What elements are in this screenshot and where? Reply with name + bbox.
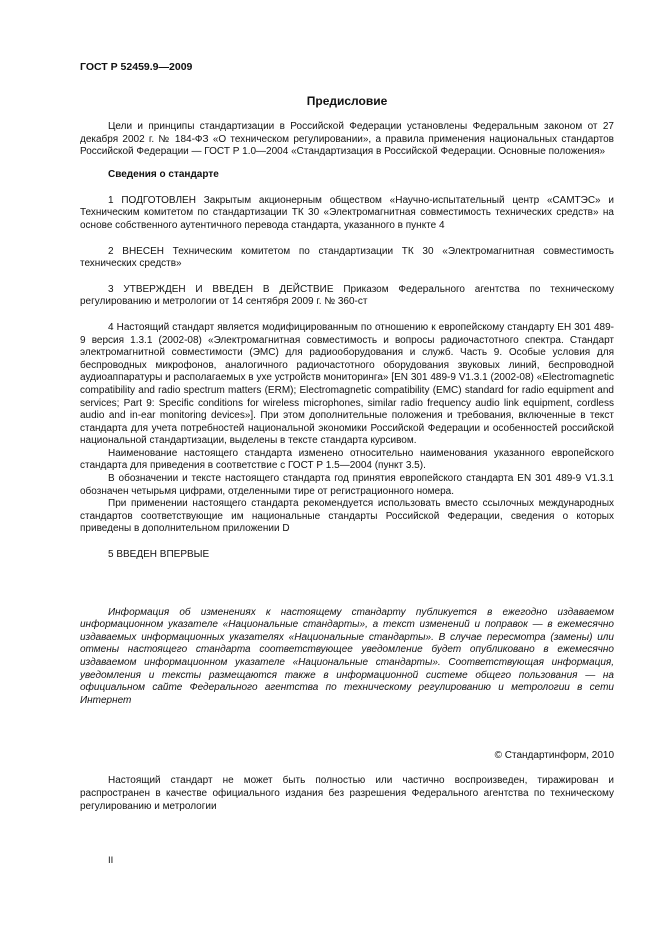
item-3-paragraph: 3 УТВЕРЖДЕН И ВВЕДЕН В ДЕЙСТВИЕ Приказом Федерального агентства по техническому регулированию и метрологии от 14 сентября 2009 г. № 360-ст (80, 283, 614, 308)
item-1-paragraph: 1 ПОДГОТОВЛЕН Закрытым акционерным обществом «Научно-испытательный центр «САМТЭС» и Техническим комитетом по стандартизации ТК 30 «Электромагнитная совместимость технических средств» на основе собственного аутентичного перевода стандарта, указанного в пункте 4 (80, 194, 614, 231)
section-title: Сведения о стандарте (108, 168, 219, 180)
item-5-paragraph: 5 ВВЕДЕН ВПЕРВЫЕ (108, 549, 210, 561)
item-4-references-paragraph: При применении настоящего стандарта рекомендуется использовать вместо ссылочных международных стандартов соответствующие им национальные стандарты Российской Федерации, сведения о которых приведены в дополнительном приложении D (80, 498, 614, 535)
item-4-name-change-paragraph: Наименование настоящего стандарта изменено относительно наименования указанного европейского стандарта для приведения в соответствие с ГОСТ Р 1.5—2004 (пункт 3.5). (80, 447, 614, 472)
copyright-line: © Стандартинформ, 2010 (494, 750, 614, 762)
document-page (80, 60, 614, 813)
item-4-designation-paragraph: В обозначении и тексте настоящего стандарта год принятия европейского стандарта EN 301 489-9 V1.3.1 обозначен четырьмя цифрами, отделенными тире от регистрационного номера. (80, 473, 614, 497)
intro-paragraph: Цели и принципы стандартизации в Российской Федерации установлены Федеральным законом от 27 декабря 2002 г. № 184-ФЗ «О техническом регулировании», а правила применения национальных стандартов Российской Федерации — ГОСТ Р 1.0—2004 «Стандартизация в Российской Федерации. Основные положения» (80, 121, 614, 158)
document-number: ГОСТ Р 52459.9—2009 (80, 61, 193, 73)
item-4-paragraph: 4 Настоящий стандарт является модифицированным по отношению к европейскому стандарту EH 301 489-9 версия 1.3.1 (2002-08) «Электромагнитная совместимость и вопросы радиочастотного спектра. Стандарт электромагнитной совместимости (ЭМС) для радиооборудования и служб. Часть 9. Особые условия для беспроводных микрофонов, аналогичного радиочастотного оборудования звуковых линий, беспроводной аудиоаппаратуры и располагаемых в ухе устройств мониторинга» [EN 301 489-9 V1.3.1 (2002-08) «Electromagnetic compatibility and radio spectrum matters (ERM); Electromagnetic compatibility (EMC) standard for radio equipment and services; Part 9: Specific conditions for wireless microphones, similar radio frequency audio link equipment, cordless audio and in-ear monitoring devices»]. При этом дополнительные положения и требования, включенные в текст стандарта для учета потребностей национальной экономики Российской Федерации и особенностей российской национальной стандартизации, выделены в тексте стандарта курсивом. (80, 321, 614, 447)
item-2-paragraph: 2 ВНЕСЕН Техническим комитетом по стандартизации ТК 30 «Электромагнитная совместимость технических средств» (80, 245, 614, 270)
page-number: II (108, 855, 114, 866)
page-title: Предисловие (306, 94, 388, 108)
info-notice-paragraph: Информация об изменениях к настоящему стандарту публикуется в ежегодно издаваемом информационном указателе «Национальные стандарты», а текст изменений и поправок — в ежемесячно издаваемых информационных указателях «Национальные стандарты». В случае пересмотра (замены) или отмены настоящего стандарта соответствующее уведомление будет опубликовано в ежемесячно издаваемом информационном указателе «Национальные стандарты». Соответствующая информация, уведомления и тексты размещаются также в информационной системе общего пользования — на официальном сайте Федерального агентства по техническому регулированию и метрологии в сети Интернет (80, 606, 614, 706)
reproduction-notice-paragraph: Настоящий стандарт не может быть полностью или частично воспроизведен, тиражирован и распространен в качестве официального издания без разрешения Федерального агентства по техническому регулированию и метрологии (80, 775, 614, 812)
